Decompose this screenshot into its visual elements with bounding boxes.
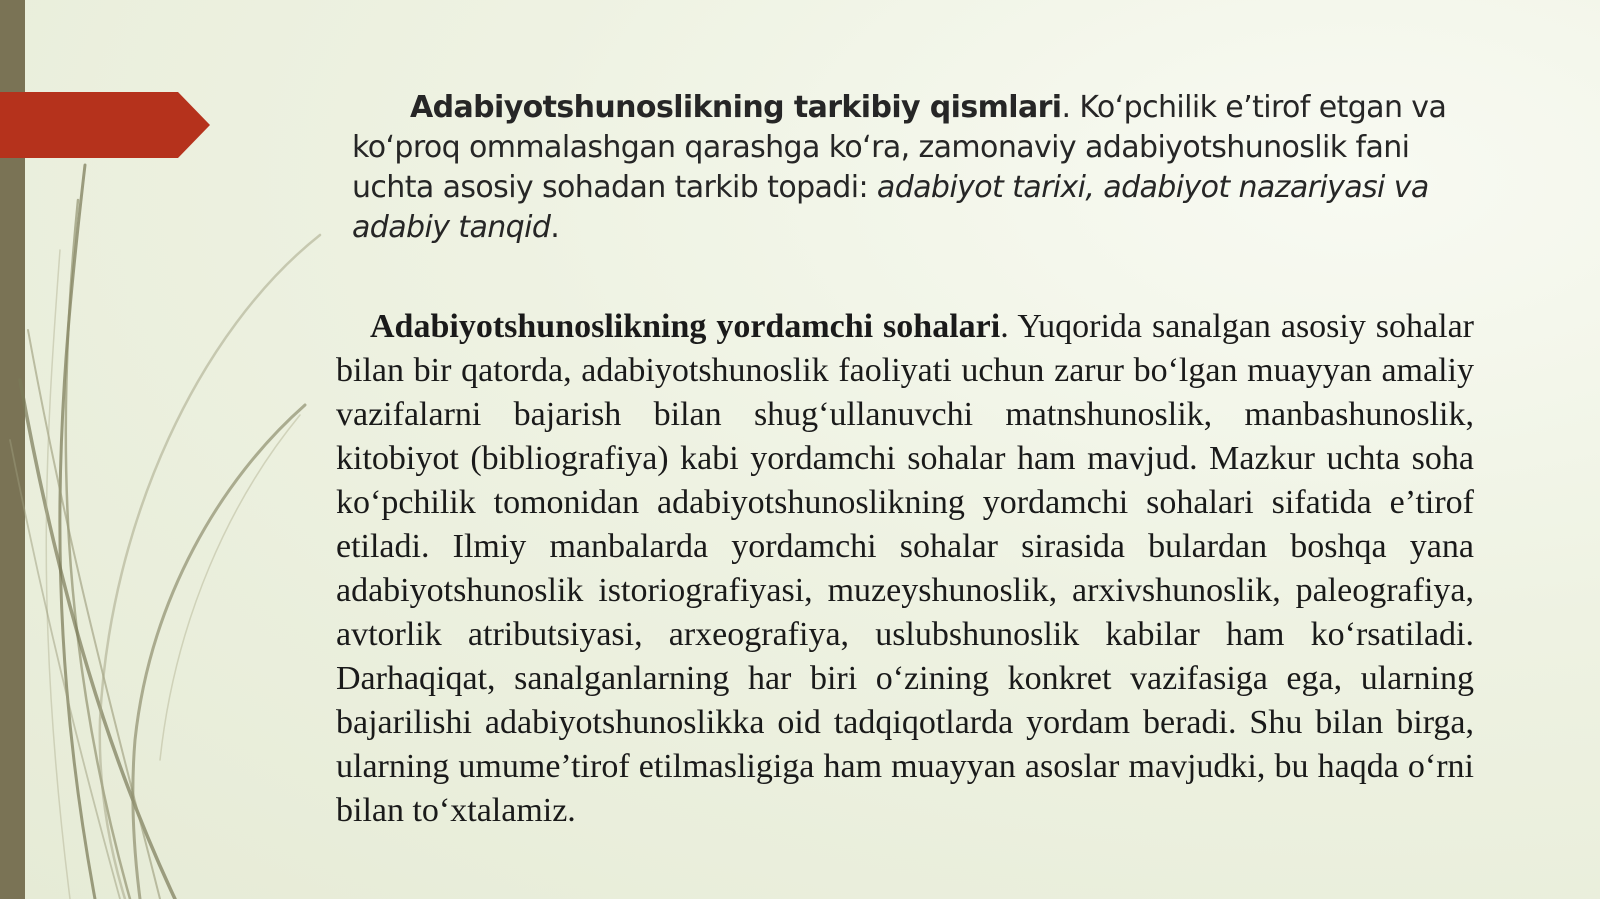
emphasis-main-parts: adabiyot tarixi, adabiyot nazariyasi va adabiy tanqid xyxy=(352,170,1429,245)
heading-auxiliary-fields: Adabiyotshunoslikning yordamchi sohalari xyxy=(370,308,1001,345)
paragraph-main-parts xyxy=(352,88,1492,248)
body-main-parts: Ko‘pchilik e’tirof etgan va ko‘proq ommalashgan qarashga ko‘ra, zamonaviy adabiyotshunoslik fani uchta asosiy sohadan tarkib topadi: xyxy=(352,90,1447,205)
heading-main-parts: Adabiyotshunoslikning tarkibiy qismlari xyxy=(410,90,1062,125)
end-main-parts: . xyxy=(550,210,560,245)
ribbon-arrow xyxy=(0,92,210,158)
heading-main-parts-period: . xyxy=(1061,90,1071,125)
paragraph-auxiliary-fields xyxy=(336,305,1474,833)
body-auxiliary-fields: . Yuqorida sanalgan asosiy sohalar bilan bir qatorda, adabiyotshunoslik faoliyati uchun zarur bo‘lgan muayyan amaliy vazifalarni bajarish bilan shug‘ullanuvchi matnshunoslik, manbashunoslik, kitobiyot (bibliografiya) kabi yordamchi sohalar ham mavjud. Mazkur uchta soha ko‘pchilik tomonidan adabiyotshunoslikning yordamchi sohalari sifatida e’tirof etiladi. Ilmiy manbalarda yordamchi sohalar sirasida bulardan boshqa yana adabiyotshunoslik istoriografiyasi, muzeyshunoslik, arxivshunoslik, paleografiya, avtorlik atributsiyasi, arxeografiya, uslubshunoslik kabilar ham ko‘rsatiladi. Darhaqiqat, sanalganlarning har biri o‘zining konkret vazifasiga ega, ularning bajarilishi adabiyotshunoslikka oid tadqiqotlarda yordam beradi. Shu bilan birga, ularning umume’tirof etilmasligiga ham muayyan asoslar mavjudki, bu haqda o‘rni bilan to‘xtalamiz. xyxy=(336,308,1474,829)
